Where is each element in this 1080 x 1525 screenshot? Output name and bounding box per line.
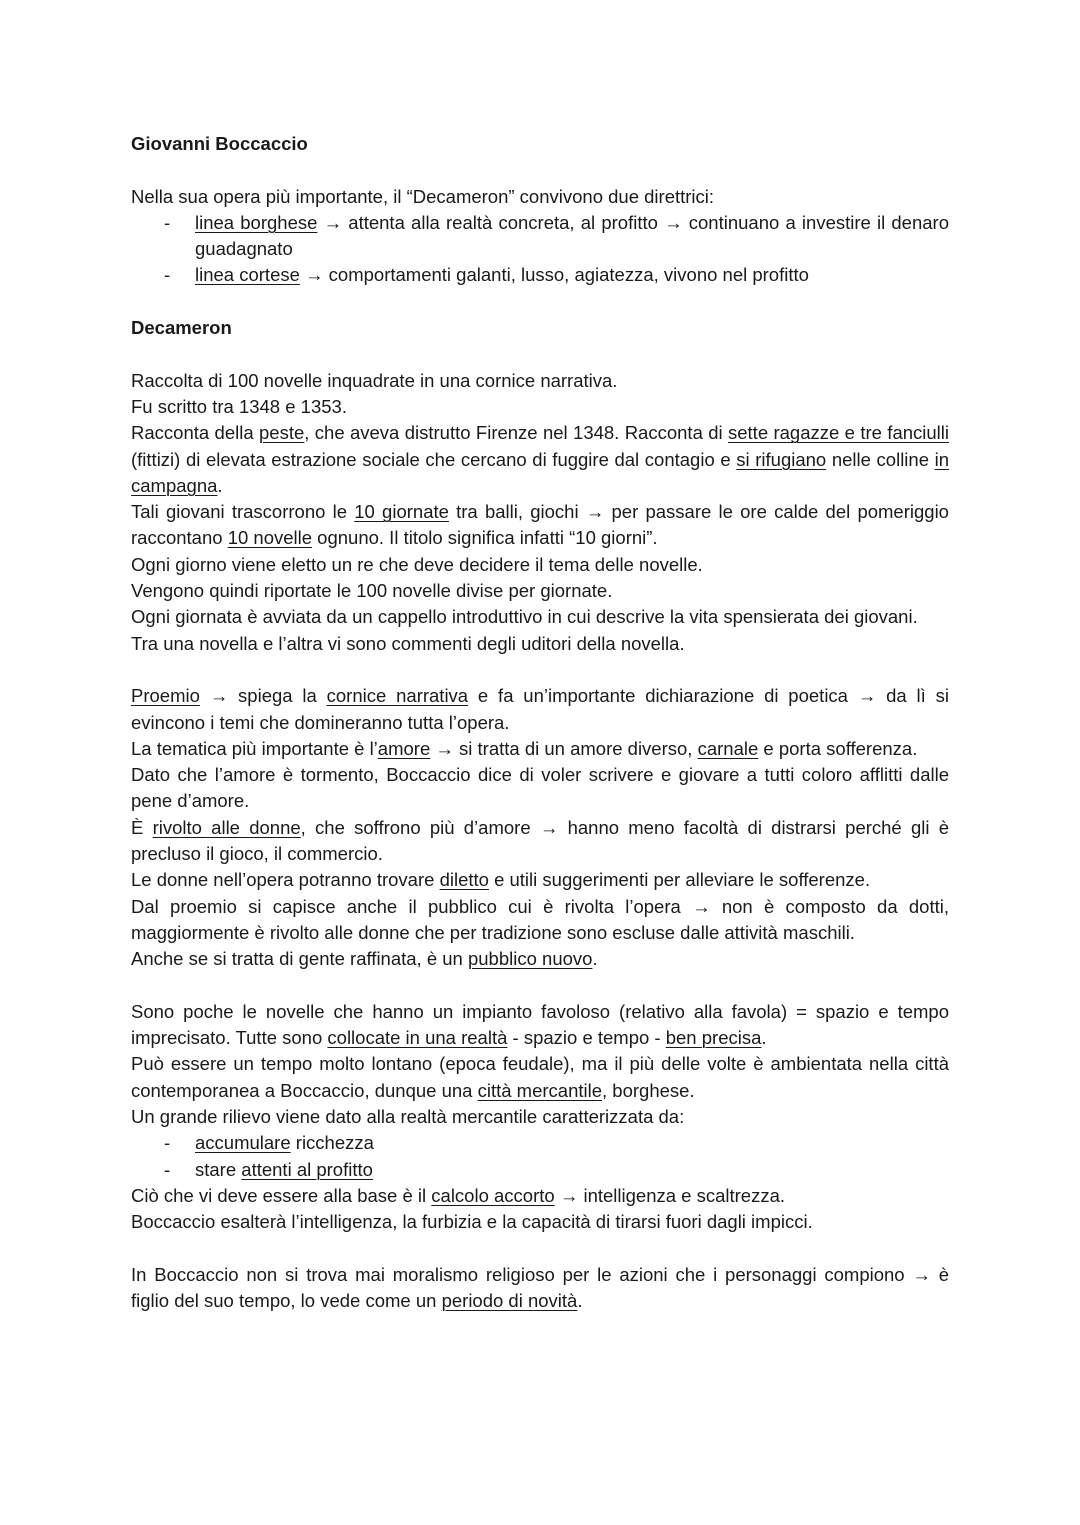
paragraph: Un grande rilievo viene dato alla realtà mercantile caratterizzata da: [131,1105,685,1127]
paragraph: Racconta della peste, che aveva distrutto Firenze nel 1348. Racconta di sette ragazze e tre fanciulli (fittizi) di elevata estrazione sociale che cercano di fuggire dal contagio e si rifugiano nelle colline in campagna. [131,422,950,496]
paragraph: Boccaccio esalterà l’intelligenza, la furbizia e la capacità di tirarsi fuori dagli impicci. [131,1211,813,1233]
list-item: - accumulare ricchezza [195,1130,949,1156]
paragraph: Ciò che vi deve essere alla base è il calcolo accorto → intelligenza e scaltrezza. [131,1184,786,1206]
paragraph: Vengono quindi riportate le 100 novelle divise per giornate. [131,580,613,602]
paragraph: È rivolto alle donne, che soffrono più d’amore → hanno meno facoltà di distrarsi perché gli è precluso il gioco, il commercio. [131,816,949,865]
paragraph: Dal proemio si capisce anche il pubblico cui è rivolta l’opera → non è composto da dotti, maggiormente è rivolto alle donne che per tradizione sono escluse dalle attività maschili. [131,895,949,943]
intro-lead: Nella sua opera più importante, il “Decameron” convivono due direttrici: [131,185,715,207]
list-item: - linea cortese → comportamenti galanti, lusso, agiatezza, vivono nel profitto [195,262,949,288]
paragraph: Raccolta di 100 novelle inquadrate in una cornice narrativa. [131,369,618,391]
paragraph: In Boccaccio non si trova mai moralismo religioso per le azioni che i personaggi compiono → è figlio del suo tempo, lo vede come un periodo di novità. [131,1263,949,1312]
paragraph: La tematica più importante è l’amore → si tratta di un amore diverso, carnale e porta sofferenza. [131,737,918,759]
realta-list [131,1130,949,1183]
section-title: Decameron [131,317,232,339]
paragraph: Può essere un tempo molto lontano (epoca feudale), ma il più delle volte è ambientata nella città contemporanea a Boccaccio, dunque una città mercantile, borghese. [131,1053,949,1101]
paragraph: Anche se si tratta di gente raffinata, è un pubblico nuovo. [131,948,598,970]
paragraph: Ogni giorno viene eletto un re che deve decidere il tema delle novelle. [131,553,703,575]
paragraph: Le donne nell’opera potranno trovare diletto e utili suggerimenti per alleviare le sofferenze. [131,869,871,891]
paragraph: Fu scritto tra 1348 e 1353. [131,395,347,417]
doc-title: Giovanni Boccaccio [131,133,308,154]
paragraph: Sono poche le novelle che hanno un impianto favoloso (relativo alla favola) = spazio e tempo imprecisato. Tutte sono collocate in una realtà - spazio e tempo - ben precisa. [131,1000,949,1049]
paragraph: Tra una novella e l’altra vi sono commenti degli uditori della novella. [131,632,685,654]
document-page [131,131,949,1314]
paragraph: Proemio → spiega la cornice narrativa e fa un’importante dichiarazione di poetica → da lì si evincono i temi che domineranno tutta l’opera. [131,685,949,733]
paragraph: Dato che l’amore è tormento, Boccaccio dice di voler scrivere e giovare a tutti coloro afflitti dalle pene d’amore. [131,764,949,812]
list-item: - linea borghese → attenta alla realtà concreta, al profitto → continuano a investire il denaro guadagnato [195,210,949,263]
intro-list [131,210,949,289]
list-item: - stare attenti al profitto [195,1157,949,1183]
paragraph: Tali giovani trascorrono le 10 giornate tra balli, giochi → per passare le ore calde del pomeriggio raccontano 10 novelle ognuno. Il titolo significa infatti “10 giorni”. [131,501,949,549]
paragraph: Ogni giornata è avviata da un cappello introduttivo in cui descrive la vita spensierata dei giovani. [131,606,918,628]
